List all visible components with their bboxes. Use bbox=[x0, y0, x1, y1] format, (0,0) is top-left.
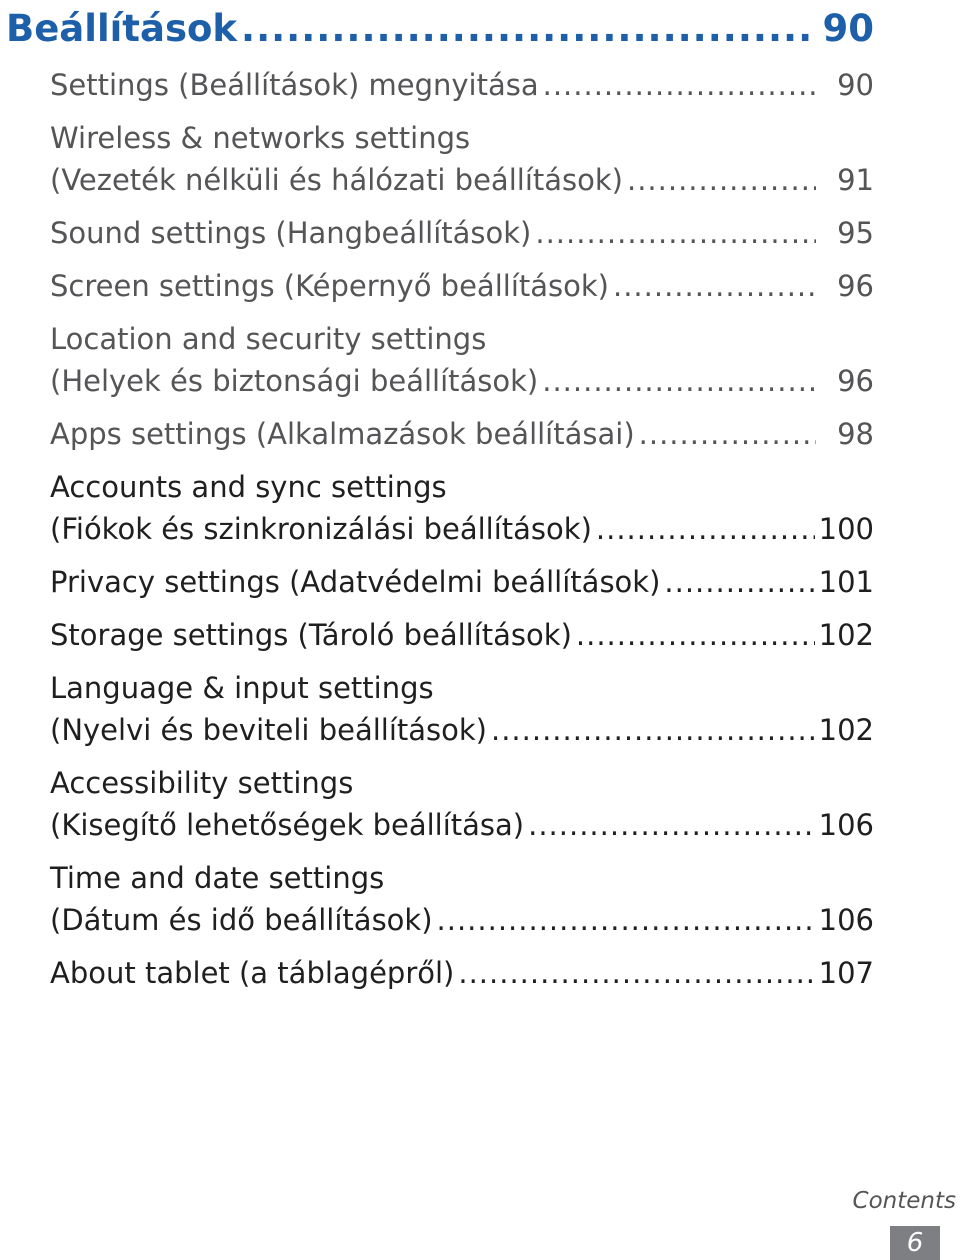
entry-title-line: Accounts and sync settings bbox=[50, 470, 447, 504]
dot-leader bbox=[596, 508, 815, 550]
toc-list bbox=[50, 64, 874, 1005]
dot-leader bbox=[241, 6, 816, 52]
entry-page-number: 98 bbox=[837, 417, 874, 451]
entry-page-number: 107 bbox=[818, 956, 874, 990]
dot-leader bbox=[528, 804, 815, 846]
dot-leader bbox=[543, 64, 816, 106]
entry-page-number: 96 bbox=[837, 269, 874, 303]
entry-title: Sound settings (Hangbeállítások) bbox=[50, 216, 532, 250]
toc-entry[interactable] bbox=[50, 857, 874, 941]
toc-entry[interactable] bbox=[50, 667, 874, 751]
toc-section-heading[interactable] bbox=[6, 6, 874, 52]
dot-leader bbox=[491, 709, 815, 751]
entry-page-number: 101 bbox=[818, 565, 874, 599]
dot-leader bbox=[664, 561, 814, 603]
toc-entry[interactable] bbox=[50, 466, 874, 550]
dot-leader bbox=[458, 952, 814, 994]
entry-title-line: Language & input settings bbox=[50, 671, 434, 705]
toc-entry[interactable] bbox=[50, 952, 874, 994]
dot-leader bbox=[639, 413, 816, 455]
entry-page-number: 102 bbox=[818, 618, 874, 652]
entry-title: (Kisegítő lehetőségek beállítása) bbox=[50, 808, 525, 842]
entry-page-number: 100 bbox=[818, 512, 874, 546]
entry-page-number: 96 bbox=[837, 364, 874, 398]
entry-title: (Nyelvi és beviteli beállítások) bbox=[50, 713, 487, 747]
entry-page-number: 95 bbox=[837, 216, 874, 250]
entry-title: Storage settings (Tároló beállítások) bbox=[50, 618, 572, 652]
toc-entry[interactable] bbox=[50, 413, 874, 455]
footer-section-label: Contents bbox=[852, 1188, 956, 1214]
entry-title-line: Accessibility settings bbox=[50, 766, 354, 800]
entry-title-line: Location and security settings bbox=[50, 322, 487, 356]
entry-title: About tablet (a táblagépről) bbox=[50, 956, 455, 990]
entry-page-number: 102 bbox=[818, 713, 874, 747]
entry-page-number: 91 bbox=[837, 163, 874, 197]
dot-leader bbox=[535, 212, 816, 254]
entry-title: (Fiókok és szinkronizálási beállítások) bbox=[50, 512, 592, 546]
entry-title: (Vezeték nélküli és hálózati beállítások) bbox=[50, 163, 623, 197]
entry-title: (Dátum és idő beállítások) bbox=[50, 903, 433, 937]
toc-entry[interactable] bbox=[50, 64, 874, 106]
toc-entry[interactable] bbox=[50, 614, 874, 656]
dot-leader bbox=[542, 360, 816, 402]
entry-title-line: Wireless & networks settings bbox=[50, 121, 471, 155]
entry-page-number: 106 bbox=[818, 808, 874, 842]
dot-leader bbox=[613, 265, 816, 307]
dot-leader bbox=[627, 159, 816, 201]
entry-title: Apps settings (Alkalmazások beállításai) bbox=[50, 417, 635, 451]
toc-entry[interactable] bbox=[50, 318, 874, 402]
entry-title-line: Time and date settings bbox=[50, 861, 385, 895]
entry-title: (Helyek és biztonsági beállítások) bbox=[50, 364, 539, 398]
section-page-number: 90 bbox=[822, 7, 874, 50]
entry-title: Screen settings (Képernyő beállítások) bbox=[50, 269, 609, 303]
toc-entry[interactable] bbox=[50, 265, 874, 307]
entry-title: Privacy settings (Adatvédelmi beállítások) bbox=[50, 565, 661, 599]
entry-page-number: 90 bbox=[837, 68, 874, 102]
dot-leader bbox=[576, 614, 815, 656]
toc-entry[interactable] bbox=[50, 762, 874, 846]
section-title: Beállítások bbox=[6, 7, 238, 50]
dot-leader bbox=[437, 899, 815, 941]
toc-entry[interactable] bbox=[50, 212, 874, 254]
entry-title: Settings (Beállítások) megnyitása bbox=[50, 68, 539, 102]
toc-entry[interactable] bbox=[50, 117, 874, 201]
toc-entry[interactable] bbox=[50, 561, 874, 603]
footer-page-number: 6 bbox=[890, 1226, 940, 1260]
entry-page-number: 106 bbox=[818, 903, 874, 937]
